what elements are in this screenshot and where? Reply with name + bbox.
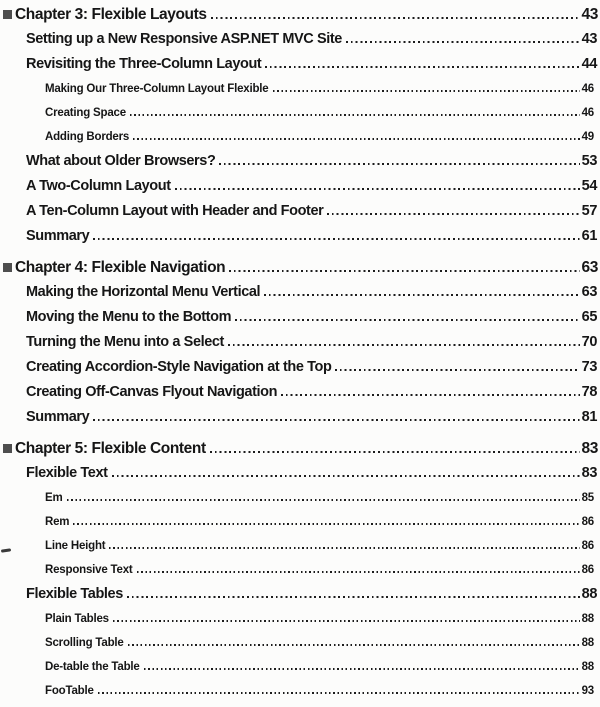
dot-leader [98,692,580,694]
toc-entry [0,679,600,703]
dot-leader [235,319,580,321]
toc-entry [0,631,600,655]
toc-entry-title: De-table the Table [45,661,140,673]
toc-entry-title: Summary [26,228,90,244]
toc-entry-page: 63 [581,259,598,276]
toc-entry-title: What about Older Browsers? [26,153,216,169]
toc-entry-title: Responsive Text [45,564,133,576]
dot-leader [133,138,580,140]
dot-leader [210,451,580,453]
toc-entry [0,280,600,305]
toc-entry-page: 54 [581,178,597,194]
toc-entry-title: FooTable [45,685,94,697]
toc-entry [0,224,600,249]
toc-entry [0,582,600,607]
toc-entry-title: Summary [26,409,90,425]
dot-leader [67,499,580,501]
toc-entry-page: 43 [581,31,597,47]
toc-entry [0,461,600,486]
toc-entry-page: 88 [581,586,597,602]
toc-entry [0,101,600,125]
toc-entry-page: 63 [581,284,597,300]
toc-entry-title: A Two-Column Layout [26,178,171,194]
toc-entry-title: Em [45,492,63,504]
toc-entry-page: 70 [581,334,597,350]
toc-entry [0,534,600,558]
dot-leader [228,344,580,346]
toc-entry [0,199,600,224]
toc-entry [0,174,600,199]
dot-leader [112,475,580,477]
toc-entry-title: Moving the Menu to the Bottom [26,309,232,325]
toc-entry [0,607,600,631]
toc-entry-page: 44 [581,56,597,72]
toc-entry [0,355,600,380]
toc-entry-title: Flexible Tables [26,586,123,602]
toc-entry-page: 65 [581,309,597,325]
toc-entry-title: Rem [45,516,70,528]
toc-entry [0,52,600,77]
toc-entry [0,255,600,280]
toc-entry-title: Turning the Menu into a Select [26,334,224,350]
toc-entry-page: 86 [581,564,594,576]
dot-leader [327,213,579,215]
toc-entry [0,125,600,149]
toc-entry-title: Setting up a New Responsive ASP.NET MVC Site [26,31,342,47]
chapter-bullet-icon [3,263,12,272]
chapter-bullet-icon [3,444,12,453]
toc-entry [0,149,600,174]
toc-entry-title: Making the Horizontal Menu Vertical [26,284,261,300]
toc-entry-page: 83 [581,465,597,481]
toc-entry-title: Chapter 3: Flexible Layouts [15,6,207,23]
toc-entry-page: 78 [581,384,597,400]
dot-leader [265,66,579,68]
toc-entry-page: 81 [581,409,597,425]
dot-leader [175,188,580,190]
toc-entry-page: 93 [581,685,594,697]
toc-entry [0,655,600,679]
toc-entry-page: 86 [581,516,594,528]
dot-leader [93,238,579,240]
toc-entry [0,558,600,582]
toc-entry-page: 88 [581,637,594,649]
toc-entry-title: A Ten-Column Layout with Header and Footer [26,203,324,219]
toc-entry-page: 53 [581,153,597,169]
toc-entry-title: Adding Borders [45,131,130,143]
dot-leader [144,668,580,670]
toc-entry-title: Creating Accordion-Style Navigation at the Top [26,359,332,375]
dot-leader [211,17,580,19]
toc-entry-page: 83 [581,440,598,457]
toc-entry-page: 88 [581,613,594,625]
dot-leader [130,114,580,116]
dot-leader [229,270,579,272]
toc-entry-title: Revisiting the Three-Column Layout [26,56,262,72]
toc-entry [0,2,600,27]
toc-entry [0,27,600,52]
dot-leader [264,294,580,296]
toc-entry-page: 73 [581,359,597,375]
dot-leader [219,163,579,165]
toc-entry-page: 49 [581,131,594,143]
dot-leader [93,419,579,421]
toc-entry-page: 88 [581,661,594,673]
toc-entry [0,405,600,430]
toc-entry-title: Line Height [45,540,106,552]
toc-entry-title: Creating Space [45,107,126,119]
toc-entry-page: 43 [581,6,598,23]
dot-leader [273,90,580,92]
toc-entry-title: Scrolling Table [45,637,124,649]
dot-leader [128,644,580,646]
toc-entry-page: 46 [581,83,594,95]
toc-entry [0,486,600,510]
dot-leader [281,394,580,396]
dot-leader [346,41,580,43]
toc-entry [0,330,600,355]
chapter-bullet-icon [3,10,12,19]
toc-entry-title: Chapter 5: Flexible Content [15,440,206,457]
toc-entry-title: Creating Off-Canvas Flyout Navigation [26,384,278,400]
toc-entry-title: Making Our Three-Column Layout Flexible [45,83,269,95]
toc-entry-page: 61 [581,228,597,244]
dot-leader [113,620,580,622]
toc-entry [0,436,600,461]
toc-entry [0,510,600,534]
dot-leader [73,523,579,525]
dot-leader [335,369,579,371]
toc-entry [0,380,600,405]
dot-leader [127,596,580,598]
dot-leader [137,571,580,573]
toc-entry-title: Plain Tables [45,613,109,625]
toc-entry-page: 46 [581,107,594,119]
toc-entry-page: 57 [581,203,597,219]
toc-entry-title: Chapter 4: Flexible Navigation [15,259,226,276]
toc-entry [0,305,600,330]
toc-entry [0,77,600,101]
toc-entry-title: Flexible Text [26,465,108,481]
dot-leader [109,547,579,549]
toc-entry-page: 85 [581,492,594,504]
toc-entry-page: 86 [581,540,594,552]
